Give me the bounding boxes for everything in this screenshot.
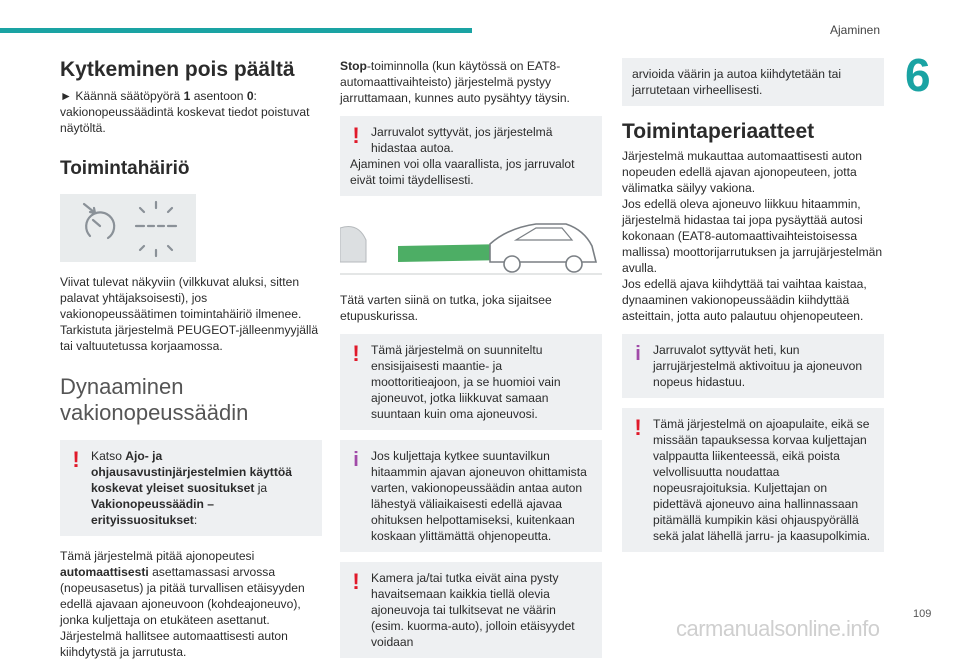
header-accent-bar [0, 28, 472, 33]
info-icon: i [635, 343, 641, 365]
warning-callout: ! Jarruvalot syttyvät, jos järjestelmä hidastaa autoa. Ajaminen voi olla vaarallista, jos jarruvalot eivät toimi täydellisesti. [340, 116, 602, 196]
watermark: carmanualsonline.info [676, 616, 880, 641]
stop-function-text: Stop-toiminnolla (kun käytössä on EAT8-automaattivaihteisto) järjestelmä pystyy jarruttamaan, kunnes auto pysähtyy täysin. [340, 59, 570, 105]
switch-off-text: ► Käännä säätöpyörä 1 asentoon 0: vakionopeussäädintä koskevat tiedot poistuvat näytöltä. [60, 89, 310, 135]
cruise-fault-indicator-image [60, 194, 196, 262]
heading-malfunction: Toimintahäiriö [60, 158, 190, 179]
heading-dynamic-cruise: Dynaaminen vakionopeussäädin [60, 374, 249, 425]
column-2 [340, 58, 602, 658]
info-icon: i [353, 449, 359, 471]
malfunction-text: Viivat tulevat näkyviin (vilkkuvat aluksi, sitten palavat yhtäjaksoisesti), jos vakionopeussäätimen toimintahäiriö ilmenee. Tarkistuta järjestelmä PEUGEOT-jälleenmyyjällä tai valtuutetussa korjaamossa. [60, 275, 319, 353]
page-number: 109 [913, 608, 932, 620]
warning-icon: ! [352, 569, 360, 594]
speedometer-dashes-icon [60, 194, 196, 262]
warning-icon: ! [634, 415, 642, 440]
info-callout: i Jarruvalot syttyvät heti, kun jarrujärjestelmä aktivoituu ja ajoneuvon nopeus hidastuu. [622, 334, 884, 398]
warning-icon: ! [72, 447, 80, 472]
column-1 [60, 58, 322, 660]
continued-warning: arvioida väärin ja autoa kiihdytetään tai jarrutetaan virheellisesti. [622, 58, 884, 106]
chapter-number: 6 [905, 49, 931, 101]
warning-callout: ! Kamera ja/tai tutka eivät aina pysty havaitsemaan kaikkia tiellä olevia ajoneuvoja tai tulkitsevat ne väärin (esim. kuorma-auto), jolloin etäisyydet voidaan [340, 562, 602, 658]
radar-text: Tätä varten siinä on tutka, joka sijaitsee etupuskurissa. [340, 293, 552, 323]
warning-callout: ! Katso Ajo- ja ohjausavustinjärjestelmien käyttöä koskevat yleiset suositukset ja Vakionopeussäädin – erityissuositukset: [60, 440, 322, 536]
heading-principles: Toimintaperiaatteet [622, 120, 815, 143]
warning-icon: ! [352, 123, 360, 148]
principles-text: Järjestelmä mukauttaa automaattisesti auton nopeuden edellä ajavan ajonopeuteen, jotta välimatka säilyy vakiona. [622, 149, 862, 195]
principles-text-3: Jos edellä ajava kiihdyttää tai vaihtaa kaistaa, dynaaminen vakionopeussäädin kiihdyttää asteittain, jotta auto palautuu ohjenopeuteen. [622, 277, 867, 323]
heading-switch-off: Kytkeminen pois päältä [60, 58, 295, 81]
warning-icon: ! [352, 341, 360, 366]
section-title: Ajaminen [830, 23, 881, 37]
car-radar-icon [340, 210, 602, 282]
column-3 [622, 58, 884, 552]
radar-car-illustration [340, 210, 602, 282]
principles-text-2: Jos edellä oleva ajoneuvo liikkuu hitaammin, järjestelmä hidastaa tai jopa pysäyttää autosi kokonaan (EAT8-automaattivaihteistoisessa mallissa) moottorijarrutuksen ja jarrujärjestelmän avulla. [622, 197, 883, 275]
warning-callout: ! Tämä järjestelmä on suunniteltu ensisijaisesti maantie- ja moottoritieajoon, ja se huomioi vain ajoneuvot, jotka liikkuvat samaan suuntaan kuin oma ajoneuvosi. [340, 334, 602, 430]
dynamic-cruise-text: Tämä järjestelmä pitää ajonopeutesi automaattisesti asettamassasi arvossa (nopeusasetus) ja pitää turvallisen etäisyyden edellä ajavaan ajoneuvoon (kohdeajoneuvo), jonka kuljettaja on etukäteen asettanut. Järjestelmä hallitsee automaattisesti auton kiihdytystä ja jarrutusta. [60, 549, 305, 659]
info-callout: i Jos kuljettaja kytkee suuntavilkun hitaammin ajavan ajoneuvon ohittamista varten, vakionopeussäädin antaa auton lähestyä väliaikaisesti edellä ajavaa ohituksen helpottamiseksi, kuitenkaan koskaan ylittämättä ohjenopeutta. [340, 440, 602, 552]
warning-callout: ! Tämä järjestelmä on ajoapulaite, eikä se missään tapauksessa korvaa kuljettajan valppautta liikenteessä, eikä poista velvollisuutta noudattaa nopeusrajoituksia. Kuljettajan on pidettävä ajoneuvo aina hallinnassaan pitämällä kumpikin käsi ohjauspyörällä sekä jalat lähellä jarru- ja kaasupolkimia. [622, 408, 884, 552]
